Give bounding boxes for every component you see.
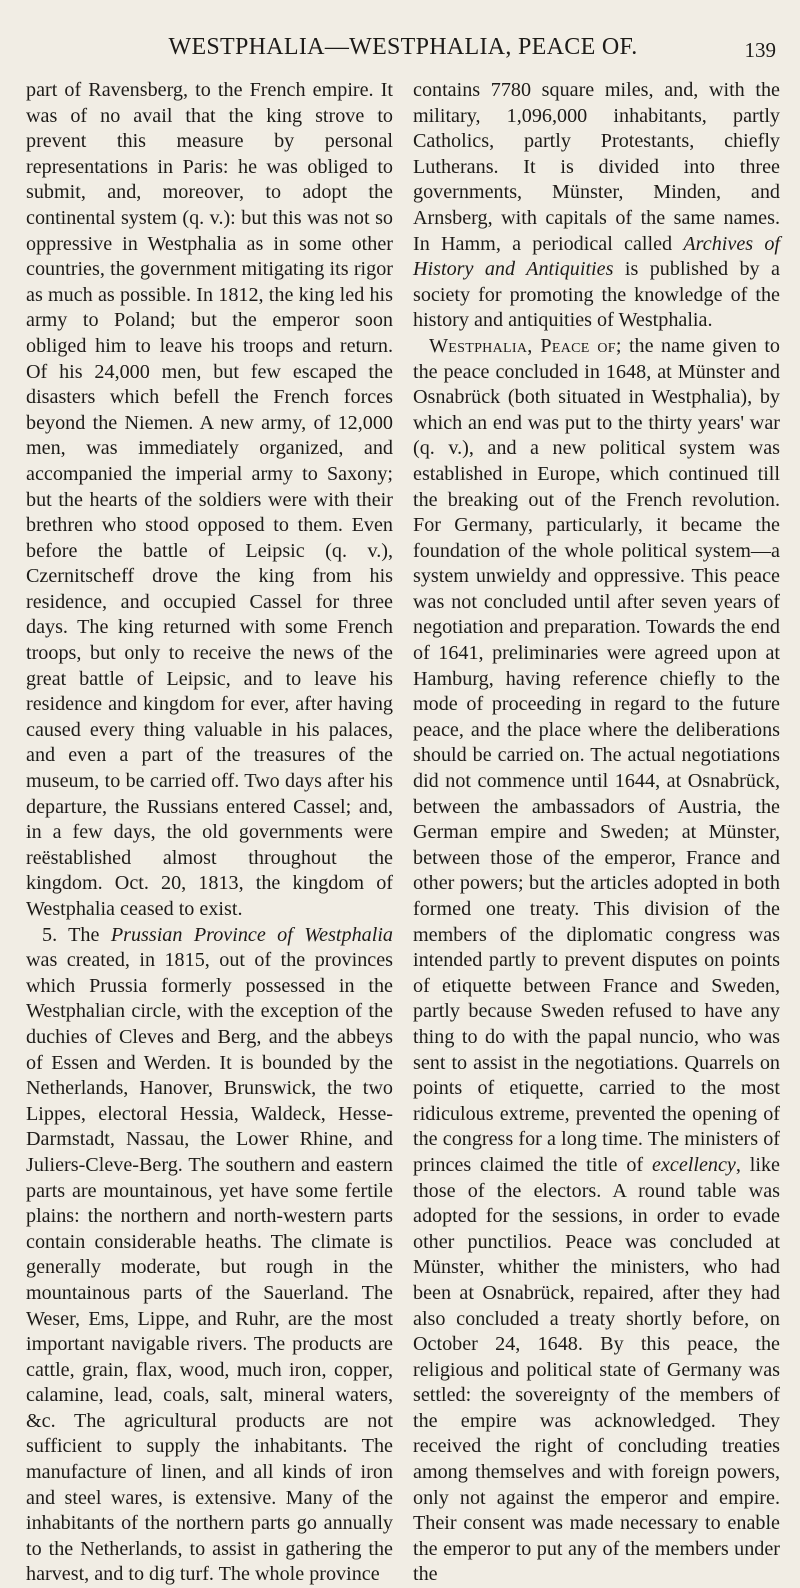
section-number: 5. The [42,923,111,946]
journal-title: Archives of History and Antiquities [413,232,780,281]
page-header [26,20,780,78]
section-text: was created, in 1815, out of the provinces which Prussia formerly possessed in the Westphalian circle, with the exception of the duchies of Cleves and Berg, and the abbeys of Essen and Werden. It is bounded by the Netherlands, Hanover, Brunswick, the two Lippes, electoral Hessia, Waldeck, Hesse-Darmstadt, Nassau, the Lower Rhine, and Juliers-Cleve-Berg. The southern and eastern parts are mountainous, yet have some fertile plains: the northern and north-western parts contain considerable heaths. The climate is generally moderate, but rough in the mountainous parts of the Sauerland. The Weser, Ems, Lippe, and Ruhr, are the most important navigable rivers. The products are cattle, grain, flax, wood, much iron, copper, calamine, lead, coals, salt, mineral waters, &c. The agricultural products are not sufficient to supply the inhabitants. The manufacture of linen, and all kinds of iron and steel wares, is extensive. Many of the inhabitants of the northern parts go annually to the Netherlands, to assist in gathering the harvest, and to dig turf. The whole province [26,949,393,1586]
paragraph-kingdom-of-westphalia: part of Ravensberg, to the French empire. It was of no avail that the king strove to prevent this measure by personal representations in Paris: he was obliged to submit, and, moreover, to adopt the continental system (q. v.): but this was not so oppressive in Westphalia as in some other countries, the government mitigating its rigor as much as possible. In 1812, the king led his army to Poland; but the emperor soon obliged him to leave his troops and return. Of his 24,000 men, but few escaped the disasters which befell the French forces beyond the Niemen. A new army, of 12,000 men, was immediately organized, and accompanied the imperial army to Saxony; but the hearts of the soldiers were with their brethren who stood opposed to them. Even before the battle of Leipsic (q. v.), Czernitscheff drove the king from his residence, and occupied Cassel for three days. The king returned with some French troops, but only to receive the news of the great battle of Leipsic, and to leave his residence and kingdom for ever, after having caused every thing valuable in his palaces, and even a part of the treasures of the museum, to be carried off. Two days after his departure, the Russians entered Cassel; and, in a few days, the old governments were reëstablished almost throughout the kingdom. Oct. 20, 1813, the kingdom of Westphalia ceased to exist. [26,79,393,920]
paragraph-prussian-province [26,923,393,1588]
page-number: 139 [744,38,776,62]
text-columns [26,78,780,1588]
paragraph-province-continued: contains 7780 square miles, and, with the military, 1,096,000 inhabitants, partly Catholics, partly Protestants, chiefly Lutherans. It is divided into three governments, Münster, Minden, and Arnsberg, with capitals of the same names. In Hamm, a periodical called Archives of History and Antiquities is published by a society for promoting the knowledge of the history and antiquities of Westphalia. [413,79,781,332]
running-head: WESTPHALIA—WESTPHALIA, PEACE OF. [168,34,638,60]
right-column [413,78,780,1588]
entry-heading: Westphalia, Peace of [429,334,616,357]
left-column [26,78,393,1588]
entry-peace-of-westphalia: Westphalia, Peace of; the name given to the peace concluded in 1648, at Münster and Osnabrück (both situated in Westphalia), by which an end was put to the thirty years' war (q. v.), and a new political system was established in Europe, which continued till the breaking out of the French revolution. For Germany, particularly, it became the foundation of the whole political system—a system unwieldy and oppressive. This peace was not concluded until after seven years of negotiation and preparation. Towards the end of 1641, preliminaries were agreed upon at Hamburg, having reference chiefly to the mode of proceeding in regard to the future peace, and the place where the deliberations should be carried on. The actual negotiations did not commence until 1644, at Osnabrück, between the ambassadors of Austria, the German empire and Sweden; at Münster, between those of the emperor, France and other powers; but the articles adopted in both formed one treaty. This division of the members of the diplomatic congress was intended partly to prevent disputes on points of etiquette between France and Sweden, partly because Sweden refused to have any thing to do with the papal nuncio, who was sent to assist in the negotiations. Quarrels on points of etiquette, carried to the most ridiculous extreme, prevented the opening of the congress for a long time. The ministers of princes claimed the title of excellency, like those of the electors. A round table was adopted for the sessions, in order to evade other punctilios. Peace was concluded at Münster, whither the ministers, who had been at Osnabrück, repaired, after they had also concluded a treaty shortly before, on October 24, 1648. By this peace, the religious and political state of Germany was settled: the sovereignty of the members of the empire was acknowledged. They received the right of concluding treaties among themselves and with foreign powers, only not against the emperor and empire. Their consent was made necessary to enable the emperor to put any of the members under the [413,334,780,1586]
emphasis-excellency: excellency [652,1153,736,1176]
section-title: Prussian Province of Westphalia [110,923,393,946]
